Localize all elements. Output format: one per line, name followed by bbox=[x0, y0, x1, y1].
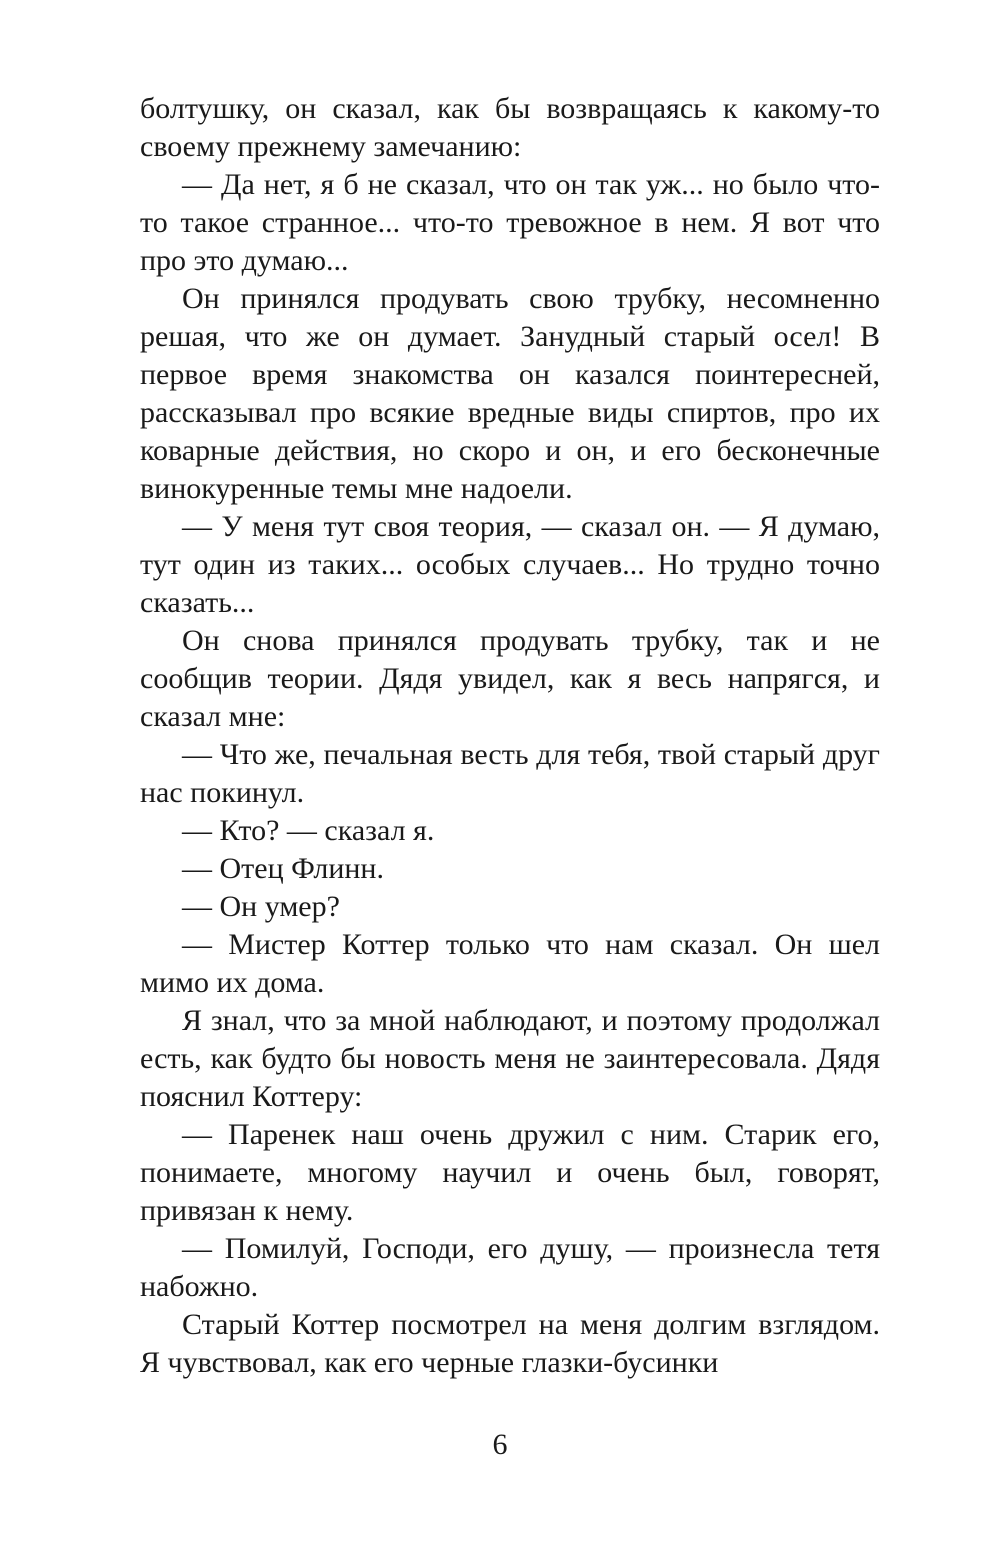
paragraph: Он принялся продувать свою трубку, несомненно решая, что же он думает. Занудный старый осел! В первое время знакомства он казался поинтересней, рассказывал про всякие вредные виды спиртов, про их коварные действия, но скоро и он, и его бесконечные винокуренные темы мне надоели. bbox=[140, 282, 880, 505]
paragraph: — Помилуй, Господи, его душу, — произнесла тетя набожно. bbox=[140, 1232, 880, 1303]
paragraph: — Он умер? bbox=[182, 890, 340, 923]
paragraph: — Паренек наш очень дружил с ним. Старик его, понимаете, многому научил и очень был, говорят, привязан к нему. bbox=[140, 1118, 880, 1227]
page-number: 6 bbox=[492, 1428, 508, 1461]
paragraph: Я знал, что за мной наблюдают, и поэтому продолжал есть, как будто бы новость меня не заинтересовала. Дядя пояснил Коттеру: bbox=[140, 1004, 880, 1113]
paragraph: — Отец Флинн. bbox=[182, 852, 384, 885]
paragraph: — У меня тут своя теория, — сказал он. — Я думаю, тут один из таких... особых случаев... Но трудно точно сказать... bbox=[140, 510, 880, 619]
paragraph: — Кто? — сказал я. bbox=[182, 814, 435, 847]
paragraph: — Да нет, я б не сказал, что он так уж... но было что-то такое странное... что-то тревожное в нем. Я вот что про это думаю... bbox=[140, 168, 880, 277]
body-text bbox=[140, 90, 880, 1382]
paragraph: Старый Коттер посмотрел на меня долгим взглядом. Я чувствовал, как его черные глазки-бусинки bbox=[140, 1308, 880, 1379]
paragraph: болтушку, он сказал, как бы возвращаясь к какому-то своему прежнему замечанию: bbox=[140, 92, 880, 163]
paragraph: Он снова принялся продувать трубку, так и не сообщив теории. Дядя увидел, как я весь напрягся, и сказал мне: bbox=[140, 624, 880, 733]
paragraph: — Что же, печальная весть для тебя, твой старый друг нас покинул. bbox=[140, 738, 880, 809]
paragraph: — Мистер Коттер только что нам сказал. Он шел мимо их дома. bbox=[140, 928, 880, 999]
